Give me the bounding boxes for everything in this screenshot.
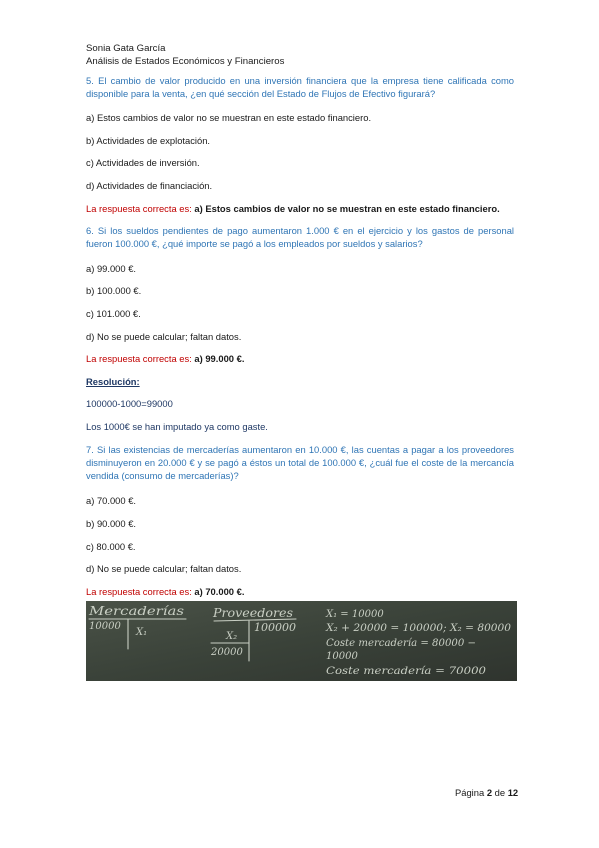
handwritten-solution-photo [86,601,517,681]
answer-value: a) 99.000 €. [194,353,245,364]
answer-value: a) 70.000 €. [194,586,245,597]
hw-line-3: Coste mercadería = 80000 − [326,638,476,649]
question-7-text: 7. Si las existencias de mercaderías aumentaron en 10.000 €, las cuentas a pagar a los proveedores disminuyeron en 20.000 € y se pagó a éstos un total de 100.000 €, ¿cuál fue el coste de la mercancía vendida (consumo de mercaderías)? [86,444,514,481]
hw-account-1: Mercaderías [87,604,184,618]
hw-account-2-credit: 100000 [254,621,296,634]
q5-option-b: b) Actividades de explotación. [86,135,211,146]
header-subject: Análisis de Estados Económicos y Financieros [86,56,285,67]
resolution-line-1: 100000-1000=99000 [86,398,173,409]
footer-page-number: 2 [486,787,493,798]
answer-label: La respuesta correcta es: [86,353,192,364]
hw-account-1-debit: 10000 [89,621,121,632]
question-5-text: 5. El cambio de valor producido en una inversión financiera que la empresa tiene calificada como disponible para la venta, ¿en qué sección del Estado de Flujos de Efectivo figurará? [86,75,514,99]
footer-page-word: Página [455,787,485,798]
q5-option-c: c) Actividades de inversión. [86,157,200,168]
q7-correct-answer [86,585,244,598]
resolution-line-2: Los 1000€ se han imputado ya como gaste. [86,421,268,432]
q7-option-b: b) 90.000 €. [86,518,137,529]
header-author: Sonia Gata García [86,43,166,54]
answer-label: La respuesta correcta es: [86,586,192,597]
q6-option-a: a) 99.000 €. [86,263,137,274]
hw-line-5: Coste mercadería = 70000 [326,666,487,677]
q6-option-b: b) 100.000 €. [86,285,142,296]
q5-correct-answer [86,202,500,215]
q6-option-c: c) 101.000 €. [86,308,141,319]
answer-value: a) Estos cambios de valor no se muestran en este estado financiero. [194,203,500,214]
hw-line-4: 10000 [326,651,358,662]
hw-line-2: X₂ + 20000 = 100000; X₂ = 80000 [324,623,512,634]
q6-correct-answer [86,352,244,365]
q5-option-a: a) Estos cambios de valor no se muestran en este estado financiero. [86,112,372,123]
hw-account-2-debit: 20000 [211,647,243,658]
footer-page-total: 12 [507,787,519,798]
q6-option-d: d) No se puede calcular; faltan datos. [86,331,242,342]
resolution-title: Resolución: [86,376,140,387]
hw-account-2-x: X₂ [226,631,238,642]
footer-of-word: de [494,787,506,798]
hw-account-1-credit: X₁ [136,627,148,638]
hw-account-2: Proveedores [211,606,293,620]
hw-line-1: X₁ = 10000 [326,609,384,620]
q7-option-a: a) 70.000 €. [86,495,137,506]
q7-option-c: c) 80.000 €. [86,541,136,552]
q7-option-d: d) No se puede calcular; faltan datos. [86,563,242,574]
question-6-text: 6. Si los sueldos pendientes de pago aumentaron 1.000 € en el ejercicio y los gastos de personal fueron 100.000 €, ¿qué importe se pagó a los empleados por sueldos y salarios? [86,225,514,249]
answer-label: La respuesta correcta es: [86,203,192,214]
page-footer [455,787,518,798]
q5-option-d: d) Actividades de financiación. [86,180,213,191]
